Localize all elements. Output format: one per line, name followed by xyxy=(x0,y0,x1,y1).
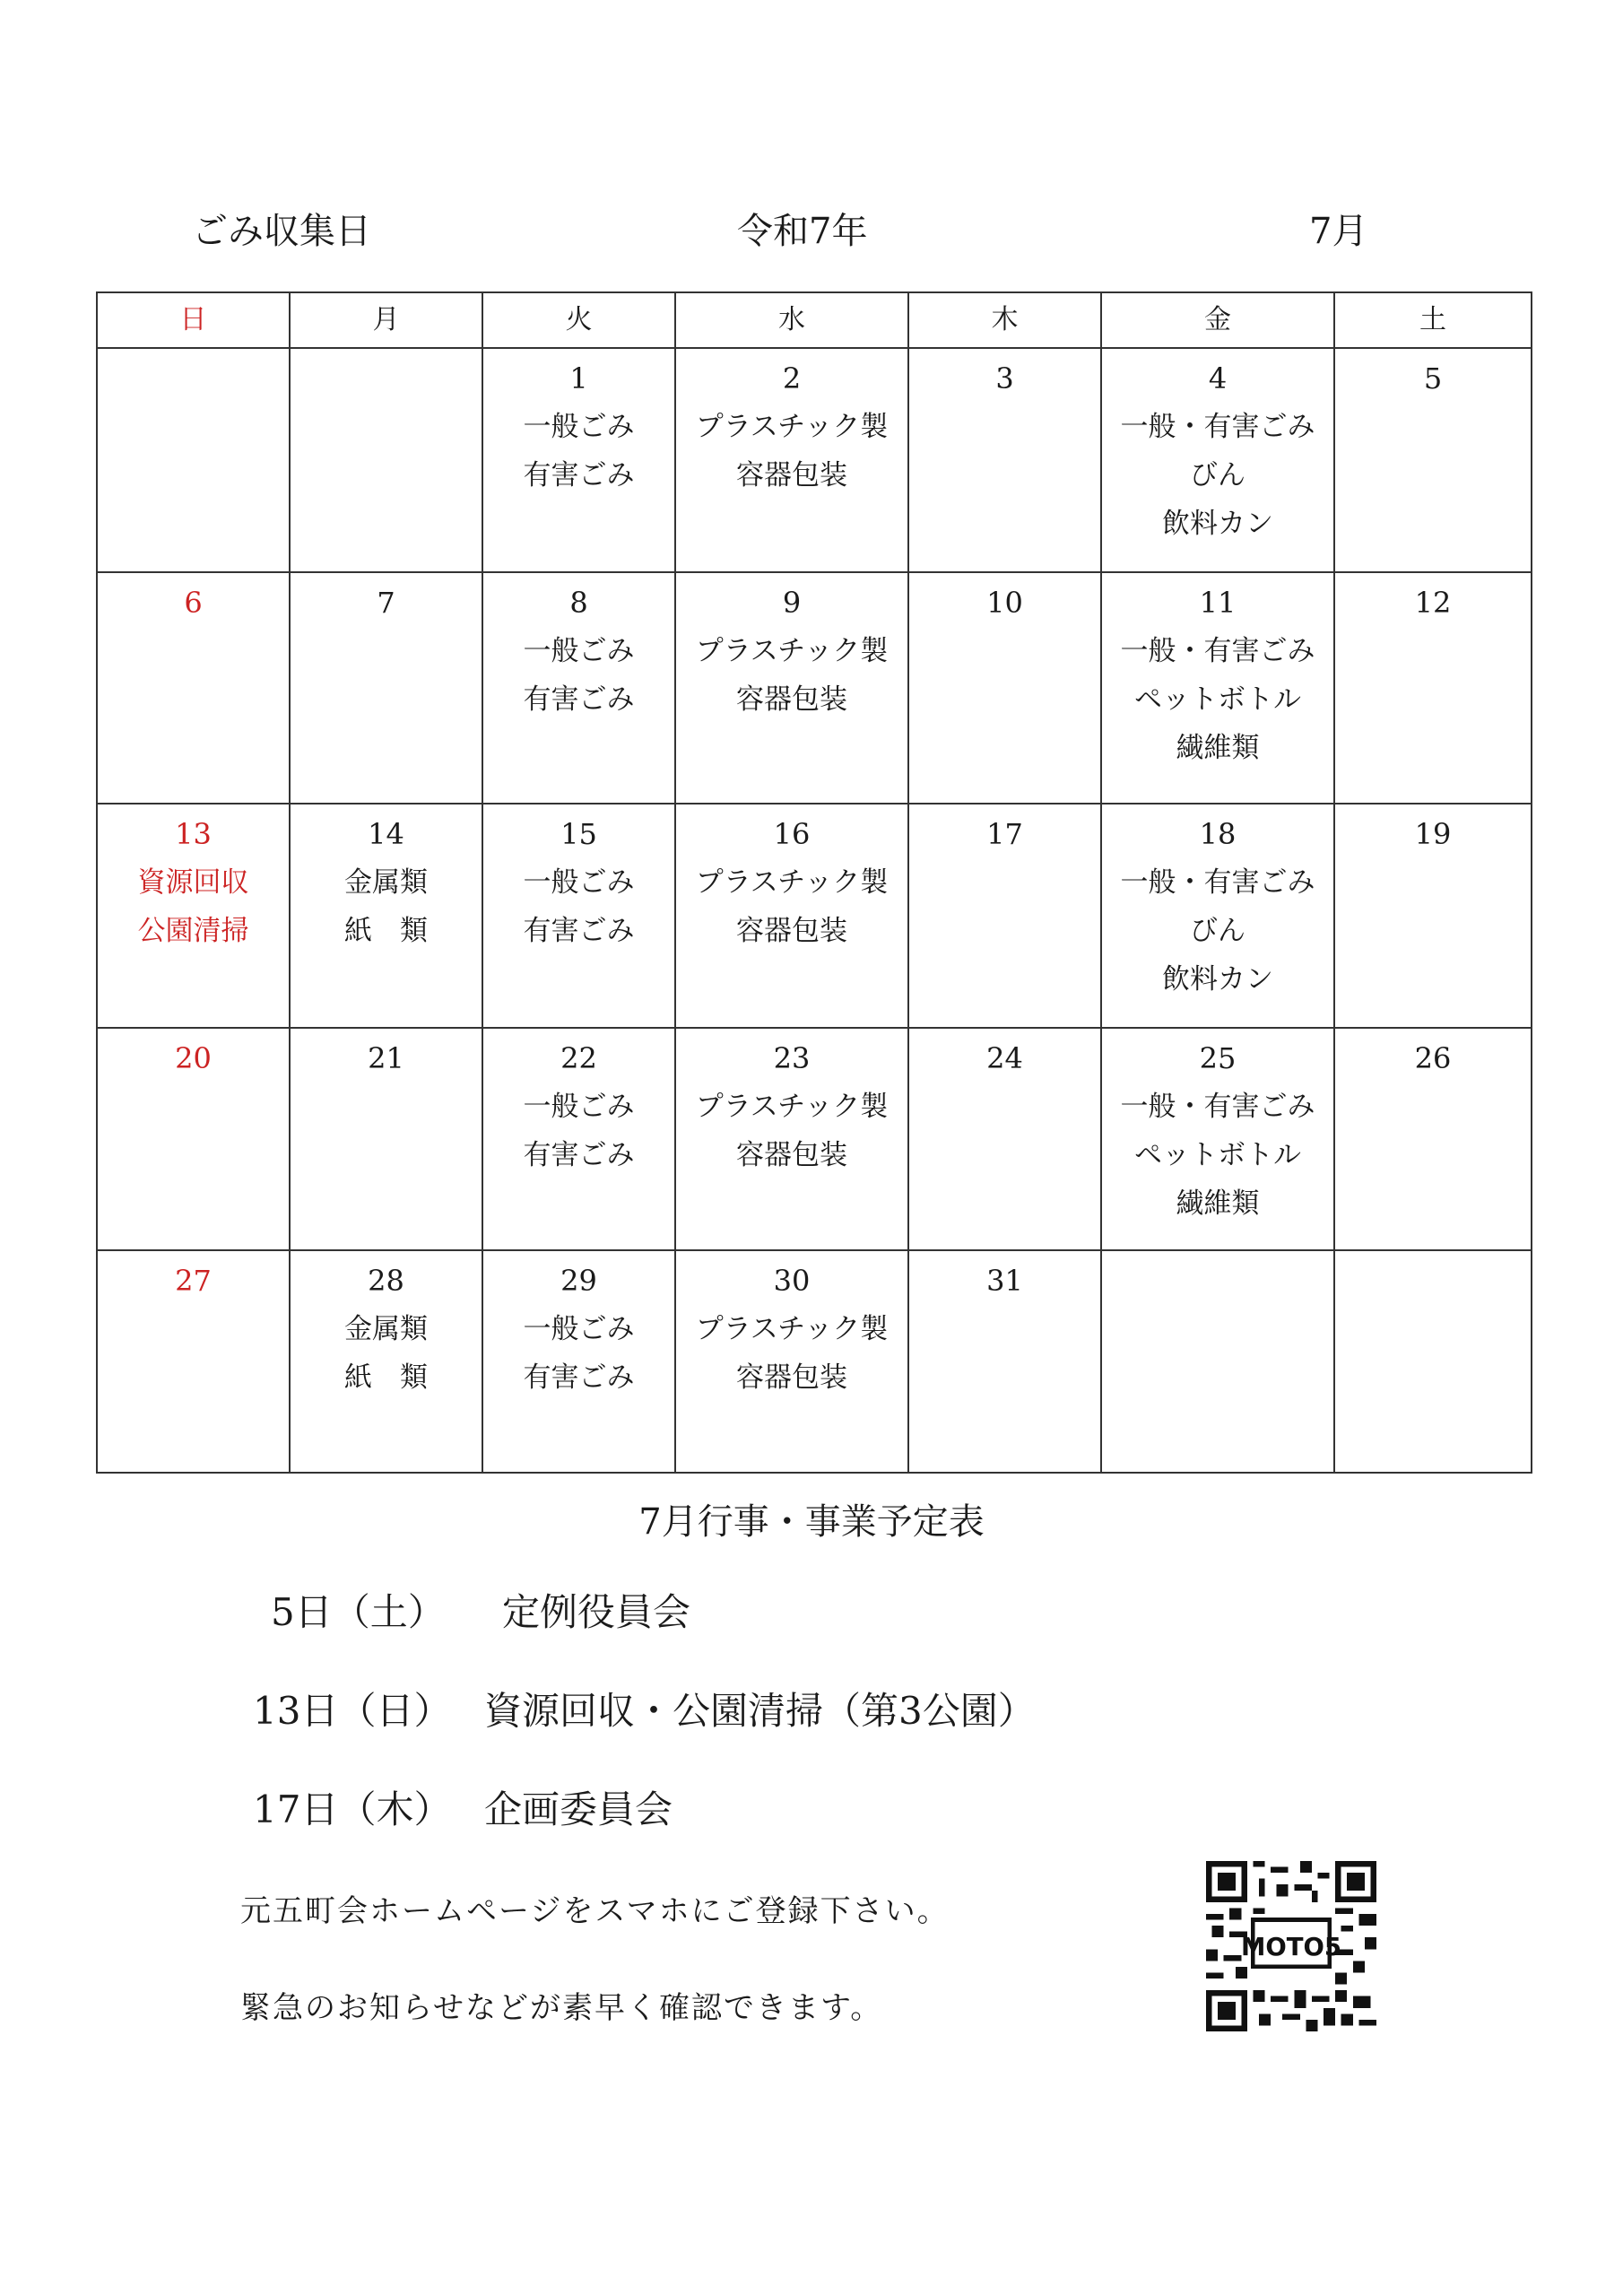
calendar-day-cell xyxy=(908,348,1101,572)
collection-item: プラスチック製 xyxy=(695,1313,889,1345)
weekday-wed: 水 xyxy=(675,292,908,348)
day-number: 27 xyxy=(175,1264,212,1298)
calendar-day-cell xyxy=(482,1250,675,1473)
collection-item: 有害ごみ xyxy=(523,459,635,491)
collection-item: 紙 類 xyxy=(344,915,428,947)
day-number: 12 xyxy=(1414,586,1452,620)
calendar-day-cell xyxy=(290,1028,482,1250)
event-date: 5日（土） xyxy=(271,1590,446,1634)
weekday-thu: 木 xyxy=(908,292,1101,348)
calendar-day-cell xyxy=(1334,572,1532,804)
collection-item: 有害ごみ xyxy=(523,1139,635,1171)
collection-item: 一般ごみ xyxy=(523,411,635,443)
day-number: 20 xyxy=(175,1041,212,1075)
event-date: 17日（木） xyxy=(253,1787,452,1831)
calendar-day-cell xyxy=(675,1250,908,1473)
day-number: 26 xyxy=(1414,1041,1452,1075)
urgent-note: 緊急のお知らせなどが素早く確認できます。 xyxy=(240,1990,883,2026)
day-number: 22 xyxy=(560,1041,597,1075)
day-number: 18 xyxy=(1199,817,1237,851)
day-number: 7 xyxy=(377,586,395,620)
calendar-day-cell xyxy=(290,348,482,572)
calendar-day-cell xyxy=(1334,1028,1532,1250)
calendar-day-cell xyxy=(908,572,1101,804)
calendar-week-row xyxy=(97,1250,1532,1473)
calendar-day-cell xyxy=(482,348,675,572)
collection-item: 一般ごみ xyxy=(523,1091,635,1123)
calendar-day-cell xyxy=(1101,804,1334,1028)
collection-item: 一般・有害ごみ xyxy=(1120,411,1315,443)
calendar-day-cell xyxy=(97,572,290,804)
day-number: 11 xyxy=(1199,586,1237,620)
weekday-sun: 日 xyxy=(97,292,290,348)
calendar-day-cell xyxy=(1334,804,1532,1028)
day-number: 25 xyxy=(1199,1041,1237,1075)
day-number: 1 xyxy=(569,361,588,396)
calendar-week-row xyxy=(97,348,1532,572)
calendar-week-row xyxy=(97,804,1532,1028)
collection-item: 容器包装 xyxy=(736,1139,847,1171)
calendar-day-cell xyxy=(1101,1250,1334,1473)
collection-item: 有害ごみ xyxy=(523,683,635,716)
header-era-year: 令和7年 xyxy=(737,211,868,252)
calendar-week-row xyxy=(97,572,1532,804)
calendar-day-cell xyxy=(1101,348,1334,572)
collection-item: プラスチック製 xyxy=(695,1091,889,1123)
collection-item: びん xyxy=(1190,915,1245,947)
weekday-mon: 月 xyxy=(290,292,482,348)
collection-item: 公園清掃 xyxy=(137,915,249,947)
day-number: 24 xyxy=(986,1041,1023,1075)
collection-item: 一般・有害ごみ xyxy=(1120,635,1315,667)
calendar-day-cell xyxy=(675,572,908,804)
day-number: 23 xyxy=(773,1041,811,1075)
day-number: 4 xyxy=(1208,361,1228,396)
calendar-day-cell xyxy=(482,804,675,1028)
collection-item: 紙 類 xyxy=(344,1361,428,1394)
calendar-day-cell xyxy=(908,1028,1101,1250)
collection-item: 有害ごみ xyxy=(523,1361,635,1394)
collection-item: 繊維類 xyxy=(1176,1187,1260,1220)
day-number: 28 xyxy=(368,1264,404,1298)
day-number: 13 xyxy=(175,817,212,851)
qr-label: MOTO5 xyxy=(1240,1932,1342,1961)
collection-item: ペットボトル xyxy=(1134,683,1301,716)
day-number: 19 xyxy=(1414,817,1452,851)
collection-item: 一般ごみ xyxy=(523,866,635,899)
collection-item: ペットボトル xyxy=(1134,1139,1301,1171)
day-number: 21 xyxy=(368,1041,404,1075)
calendar-day-cell xyxy=(482,572,675,804)
day-number: 31 xyxy=(986,1264,1023,1298)
collection-item: 有害ごみ xyxy=(523,915,635,947)
collection-item: 一般ごみ xyxy=(523,635,635,667)
calendar-day-cell xyxy=(97,1028,290,1250)
day-number: 29 xyxy=(560,1264,597,1298)
collection-item: プラスチック製 xyxy=(695,866,889,899)
calendar-day-cell xyxy=(290,1250,482,1473)
event-name: 企画委員会 xyxy=(484,1787,673,1831)
weekday-fri: 金 xyxy=(1101,292,1334,348)
calendar-day-cell xyxy=(97,348,290,572)
day-number: 6 xyxy=(184,586,203,620)
collection-item: プラスチック製 xyxy=(695,411,889,443)
calendar-day-cell xyxy=(675,804,908,1028)
collection-item: 一般ごみ xyxy=(523,1313,635,1345)
collection-item: 容器包装 xyxy=(736,1361,847,1394)
day-number: 30 xyxy=(773,1264,811,1298)
collection-item: 一般・有害ごみ xyxy=(1120,1091,1315,1123)
garbage-calendar xyxy=(96,291,1532,1474)
collection-item: 容器包装 xyxy=(736,915,847,947)
header-left-title: ごみ収集日 xyxy=(192,211,371,252)
day-number: 10 xyxy=(986,586,1023,620)
collection-item: 飲料カン xyxy=(1162,508,1273,540)
event-date: 13日（日） xyxy=(253,1689,452,1733)
calendar-day-cell xyxy=(1101,1028,1334,1250)
day-number: 15 xyxy=(560,817,597,851)
collection-item: 金属類 xyxy=(344,866,428,899)
calendar-week-row xyxy=(97,1028,1532,1250)
calendar-day-cell xyxy=(908,804,1101,1028)
day-number: 16 xyxy=(773,817,811,851)
day-number: 14 xyxy=(368,817,404,851)
calendar-day-cell xyxy=(97,1250,290,1473)
collection-item: 金属類 xyxy=(344,1313,428,1345)
collection-item: 容器包装 xyxy=(736,683,847,716)
calendar-day-cell xyxy=(1101,572,1334,804)
collection-item: 一般・有害ごみ xyxy=(1120,866,1315,899)
calendar-day-cell xyxy=(675,1028,908,1250)
day-number: 8 xyxy=(569,586,588,620)
calendar-day-cell xyxy=(1334,1250,1532,1473)
calendar-day-cell xyxy=(290,804,482,1028)
calendar-day-cell xyxy=(908,1250,1101,1473)
collection-item: 資源回収 xyxy=(137,866,249,899)
calendar-day-cell xyxy=(1334,348,1532,572)
collection-item: 飲料カン xyxy=(1162,963,1273,996)
calendar-day-cell xyxy=(290,572,482,804)
event-name: 資源回収・公園清掃（第3公園） xyxy=(484,1689,1036,1733)
day-number: 3 xyxy=(995,361,1014,396)
collection-item: 容器包装 xyxy=(736,459,847,491)
event-name: 定例役員会 xyxy=(502,1590,691,1634)
day-number: 9 xyxy=(782,586,802,620)
collection-item: 繊維類 xyxy=(1176,732,1260,764)
weekday-tue: 火 xyxy=(482,292,675,348)
collection-item: プラスチック製 xyxy=(695,635,889,667)
header-month: 7月 xyxy=(1309,211,1368,252)
qr-code-icon xyxy=(1206,1861,1376,2031)
calendar-day-cell xyxy=(97,804,290,1028)
schedule-title: 7月行事・事業予定表 xyxy=(638,1501,985,1543)
calendar-day-cell xyxy=(675,348,908,572)
homepage-note: 元五町会ホームページをスマホにご登録下さい。 xyxy=(240,1893,950,1929)
day-number: 17 xyxy=(986,817,1023,851)
day-number: 2 xyxy=(782,361,802,396)
collection-item: びん xyxy=(1190,459,1245,491)
day-number: 5 xyxy=(1423,361,1443,396)
weekday-header-row xyxy=(97,292,1532,348)
weekday-sat: 土 xyxy=(1334,292,1532,348)
calendar-day-cell xyxy=(482,1028,675,1250)
